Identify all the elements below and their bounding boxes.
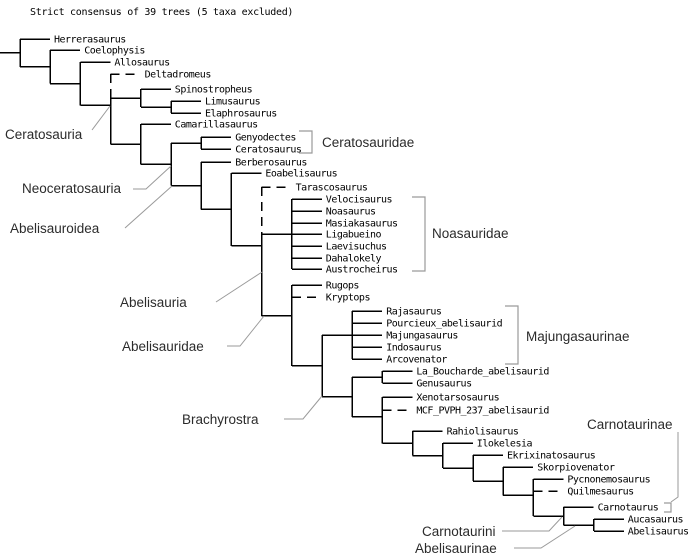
clade-label-neoceratosauria: Neoceratosauria — [22, 181, 122, 196]
taxon-label-indosaurus: Indosaurus — [386, 342, 442, 354]
clade-label-ceratosauria: Ceratosauria — [5, 127, 83, 142]
taxon-label-velocisaurus: Velocisaurus — [325, 194, 393, 206]
taxon-label-kryptops: Kryptops — [325, 292, 370, 304]
clade-pointer-ceratosauria — [92, 106, 110, 130]
taxon-label-limusaurus: Limusaurus — [205, 96, 261, 108]
taxon-label-majungasaurus: Majungasaurus — [386, 330, 458, 342]
bracket-label-noasauridae: Noasauridae — [432, 226, 509, 241]
clade-pointer-carnotaurinae — [671, 432, 678, 502]
taxon-label-pycnonemosaurus: Pycnonemosaurus — [567, 474, 651, 486]
taxon-label-la-boucharde-abelisaurid: La_Boucharde_abelisaurid — [416, 366, 549, 378]
bracket-label-majungasaurinae: Majungasaurinae — [526, 329, 630, 344]
clade-label-abelisauria: Abelisauria — [120, 295, 187, 310]
clade-pointer-neoceratosauria — [133, 166, 171, 189]
clade-bracket-majungasaurinae — [505, 306, 518, 364]
taxon-label-eoabelisaurus: Eoabelisaurus — [265, 168, 338, 180]
taxon-label-rahiolisaurus: Rahiolisaurus — [446, 426, 519, 438]
taxon-label-masiakasaurus: Masiakasaurus — [325, 218, 398, 230]
taxon-label-genyodectes: Genyodectes — [235, 132, 296, 144]
clade-label-abelisauridae: Abelisauridae — [122, 339, 204, 354]
taxon-label-laevisuchus: Laevisuchus — [325, 241, 387, 253]
taxon-label-carnotaurus: Carnotaurus — [597, 502, 659, 514]
taxon-label-ilokelesia: Ilokelesia — [476, 438, 533, 450]
clade-bracket-carnotaurinae — [664, 503, 671, 512]
bracket-label-ceratosauridae: Ceratosauridae — [322, 135, 415, 150]
taxon-label-spinostropheus: Spinostropheus — [174, 84, 253, 96]
taxon-label-pourcieux-abelisaurid: Pourcieux_abelisaurid — [386, 318, 503, 330]
figure-title: Strict consensus of 39 trees (5 taxa excluded) — [30, 7, 294, 18]
taxon-label-xenotarsosaurus: Xenotarsosaurus — [416, 392, 500, 404]
taxon-label-austrocheirus: Austrocheirus — [325, 264, 398, 276]
taxon-label-quilmesaurus: Quilmesaurus — [567, 486, 634, 498]
taxon-label-arcovenator: Arcovenator — [386, 354, 447, 366]
clade-label-abelisaurinae: Abelisaurinae — [415, 541, 497, 556]
taxon-label-ceratosaurus: Ceratosaurus — [235, 144, 302, 156]
taxon-label-noasaurus: Noasaurus — [325, 206, 376, 218]
clade-pointer-carnotaurini — [502, 517, 562, 531]
clade-label-carnotaurinae: Carnotaurinae — [587, 417, 673, 432]
clade-pointer-abelisauridae — [227, 316, 264, 346]
taxon-label-coelophysis: Coelophysis — [84, 45, 145, 57]
taxon-label-allosaurus: Allosaurus — [114, 57, 170, 69]
taxon-label-ekrixinatosaurus: Ekrixinatosaurus — [507, 450, 596, 462]
taxon-label-elaphrosaurus: Elaphrosaurus — [205, 108, 277, 120]
taxon-label-skorpiovenator: Skorpiovenator — [537, 462, 615, 474]
taxon-label-berberosaurus: Berberosaurus — [235, 157, 307, 169]
taxon-label-dahalokely: Dahalokely — [325, 253, 382, 265]
clade-bracket-noasauridae — [412, 197, 425, 271]
clade-pointer-abelisauria — [216, 272, 262, 302]
taxon-label-deltadromeus: Deltadromeus — [144, 69, 211, 81]
taxon-label-camarillasaurus: Camarillasaurus — [174, 119, 258, 131]
taxon-label-aucasaurus: Aucasaurus — [627, 514, 684, 526]
clade-pointer-abelisauroidea — [125, 186, 172, 228]
taxon-label-herrerasaurus: Herrerasaurus — [54, 34, 126, 46]
taxon-label-genusaurus: Genusaurus — [416, 378, 472, 390]
taxon-label-tarascosaurus: Tarascosaurus — [295, 182, 368, 194]
clade-label-abelisauroidea: Abelisauroidea — [10, 221, 100, 236]
clade-label-carnotaurini: Carnotaurini — [422, 524, 496, 539]
taxon-label-rajasaurus: Rajasaurus — [386, 306, 442, 318]
taxon-label-rugops: Rugops — [325, 280, 359, 292]
taxon-label-mcf-pvph-237-abelisaurid: MCF_PVPH_237_abelisaurid — [416, 405, 549, 417]
clade-pointer-abelisaurinae — [514, 526, 575, 548]
clade-label-brachyrostra: Brachyrostra — [182, 412, 259, 427]
clade-pointer-brachyrostra — [284, 396, 322, 419]
taxon-label-ligabueino: Ligabueino — [325, 229, 382, 241]
taxon-label-abelisaurus: Abelisaurus — [627, 526, 689, 538]
